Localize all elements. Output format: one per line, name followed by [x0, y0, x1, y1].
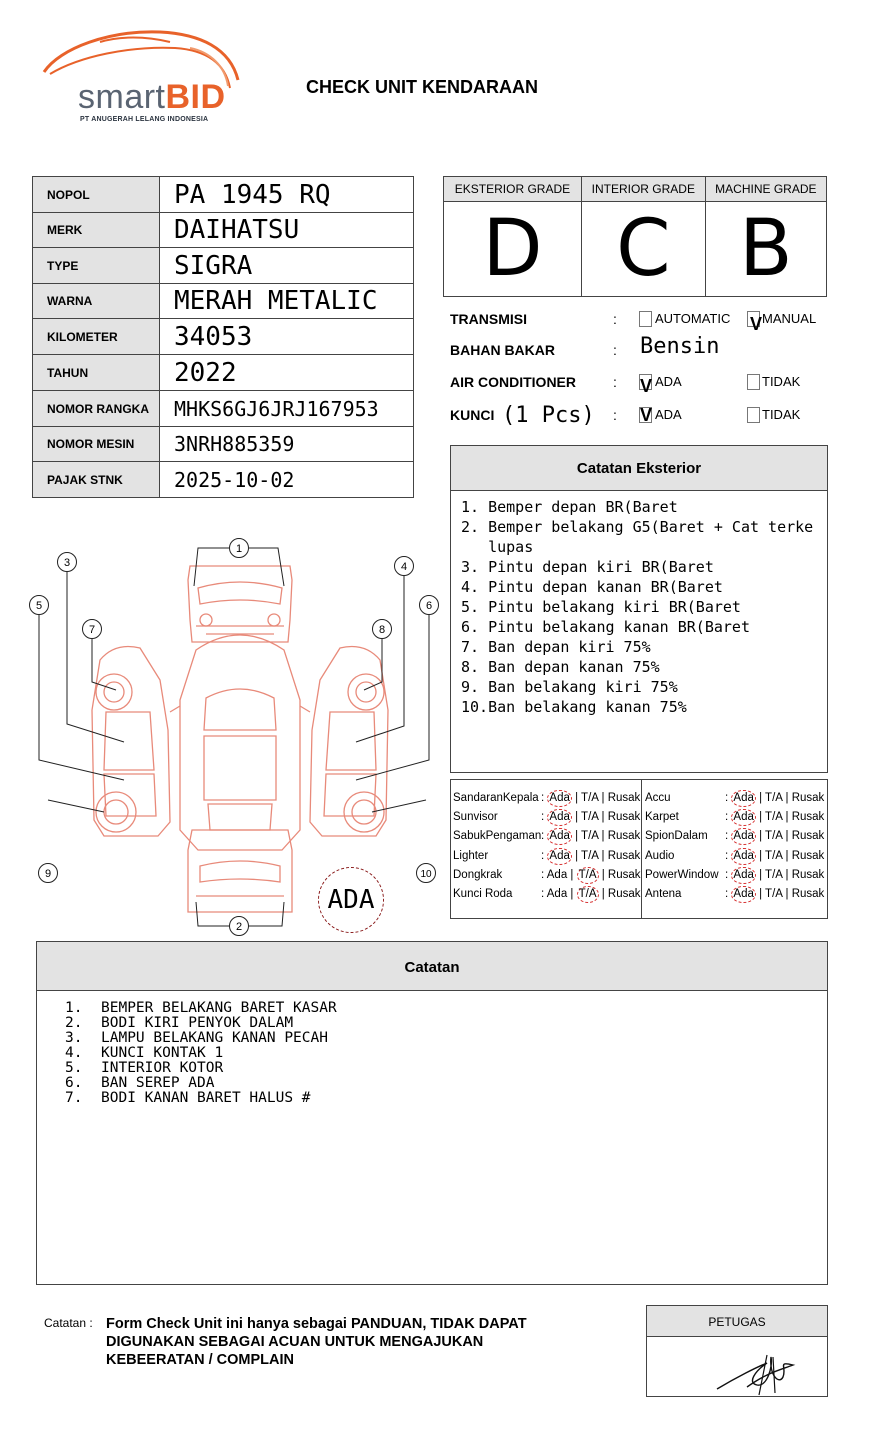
accessory-row — [645, 790, 824, 807]
accessory-row — [645, 867, 824, 884]
accessory-separator: : — [725, 888, 729, 900]
vehicle-field-label: WARNA — [33, 284, 160, 319]
option-divider: | — [571, 792, 582, 804]
option-divider: | — [755, 830, 766, 843]
accessory-separator: : — [541, 888, 545, 900]
note-item — [65, 1046, 827, 1061]
accessory-option: Ada — [546, 888, 568, 900]
notes-list — [65, 1001, 827, 1106]
option-divider: | — [598, 792, 608, 804]
ac-tidak-checkbox[interactable] — [747, 374, 760, 390]
ac-label: AIR CONDITIONER — [450, 374, 576, 390]
callout-number: 1 — [235, 543, 243, 555]
accessory-option: Ada — [731, 809, 755, 826]
callout-number: 7 — [88, 624, 96, 636]
option-divider: | — [755, 811, 766, 824]
exterior-note-item: 8. Ban depan kanan 75% — [461, 658, 660, 676]
option-divider: | — [598, 849, 608, 862]
accessory-row — [645, 828, 824, 845]
accessory-name: SandaranKepala — [453, 792, 539, 804]
accessory-option: T/A — [765, 849, 783, 862]
grade-table — [443, 176, 827, 297]
accessory-option: Ada — [547, 809, 571, 826]
option-divider: | — [782, 868, 792, 881]
grade-value-machine: B — [705, 202, 826, 297]
logo-subtitle: PT ANUGERAH LELANG INDONESIA — [80, 116, 209, 123]
option-divider: | — [567, 888, 577, 900]
note-number: 3. — [65, 1030, 83, 1046]
note-text: BAN SEREP ADA — [101, 1075, 215, 1091]
accessory-separator: : — [725, 792, 729, 804]
kunci-label: KUNCI — [450, 407, 495, 423]
option-divider: | — [571, 849, 582, 862]
ac-ada-label: ADA — [655, 374, 682, 389]
transmisi-label: TRANSMISI — [450, 311, 527, 327]
option-divider: | — [567, 868, 577, 881]
ac-tidak-label: TIDAK — [762, 374, 801, 389]
accessory-name: Kunci Roda — [453, 888, 513, 900]
accessory-option: Rusak — [607, 811, 641, 824]
vehicle-info-row — [33, 355, 414, 391]
vehicle-field-label: MERK — [33, 213, 160, 248]
accessory-separator: : — [541, 830, 545, 843]
option-divider: | — [598, 888, 608, 900]
option-divider: | — [571, 830, 582, 843]
option-divider: | — [755, 849, 766, 862]
accessory-option: Ada — [731, 867, 755, 884]
accessory-option: Rusak — [607, 849, 641, 862]
accessory-option: Ada — [547, 848, 571, 865]
manual-label: MANUAL — [762, 311, 817, 326]
accessory-option: T/A — [765, 792, 783, 804]
footer-label: Catatan : — [44, 1316, 93, 1330]
colon: : — [613, 311, 617, 327]
exterior-notes-panel — [450, 445, 828, 773]
accessory-name: SpionDalam — [645, 830, 708, 843]
automatic-checkbox[interactable] — [639, 311, 652, 327]
option-divider: | — [755, 868, 766, 881]
accessory-row — [453, 867, 641, 884]
automatic-label: AUTOMATIC — [655, 311, 731, 326]
accessory-separator: : — [725, 849, 729, 862]
accessory-row — [645, 848, 824, 865]
accessory-option: Rusak — [607, 868, 641, 881]
car-outline-drawing — [92, 566, 388, 912]
logo-wordmark: smartBID — [78, 78, 226, 116]
callout-number: 10 — [420, 869, 432, 880]
callout-lines — [39, 548, 429, 926]
vehicle-info-row — [33, 248, 414, 284]
vehicle-info-row — [33, 462, 414, 498]
vehicle-field-label: TAHUN — [33, 355, 160, 391]
option-divider: | — [782, 792, 792, 804]
accessory-option: Rusak — [607, 888, 641, 900]
accessory-name: Karpet — [645, 811, 679, 824]
note-text: BODI KANAN BARET HALUS # — [101, 1090, 311, 1106]
note-number: 6. — [65, 1075, 83, 1091]
accessory-name: PowerWindow — [645, 868, 719, 881]
accessory-option: Rusak — [791, 792, 825, 804]
grade-value-exterior: D — [444, 202, 582, 297]
note-number: 2. — [65, 1015, 83, 1031]
vehicle-info-row — [33, 213, 414, 248]
option-divider: | — [571, 811, 582, 824]
accessory-option: Rusak — [607, 792, 641, 804]
exterior-note-item: 9. Ban belakang kiri 75% — [461, 678, 678, 696]
grade-label-exterior: EKSTERIOR GRADE — [444, 177, 582, 202]
accessory-row — [453, 848, 640, 865]
note-item — [65, 1001, 827, 1016]
manual-check-mark: V — [750, 314, 763, 334]
accessory-name: Antena — [645, 888, 682, 900]
note-number: 7. — [65, 1090, 83, 1106]
vehicle-field-label: NOMOR RANGKA — [33, 391, 160, 427]
accessory-option: T/A — [765, 830, 783, 843]
colon: : — [613, 342, 617, 358]
accessory-option: T/A — [581, 849, 599, 862]
accessory-option: Rusak — [791, 868, 825, 881]
vehicle-field-value: 2025-10-02 — [160, 462, 414, 498]
accessory-separator: : — [725, 811, 729, 824]
grade-label-machine: MACHINE GRADE — [705, 177, 826, 202]
callout-number: 4 — [400, 561, 408, 573]
accessory-separator: : — [541, 792, 545, 804]
exterior-note-item: 1. Bemper depan BR(Baret — [461, 498, 678, 516]
kunci-tidak-checkbox[interactable] — [747, 407, 760, 423]
note-number: 4. — [65, 1045, 83, 1061]
kunci-tidak-label: TIDAK — [762, 407, 801, 422]
accessory-row — [453, 790, 640, 807]
accessory-separator: : — [541, 868, 545, 881]
accessories-table — [450, 779, 828, 919]
accessory-separator: : — [541, 849, 545, 862]
accessory-option: Rusak — [607, 830, 641, 843]
note-text: INTERIOR KOTOR — [101, 1060, 224, 1076]
callout-number: 8 — [378, 624, 386, 636]
kunci-count: (1 Pcs) — [502, 403, 595, 428]
note-text: LAMPU BELAKANG KANAN PECAH — [101, 1030, 328, 1046]
vehicle-info-row — [33, 319, 414, 355]
accessory-separator: : — [725, 868, 729, 881]
vehicle-info-row — [33, 427, 414, 462]
note-item — [65, 1061, 827, 1076]
option-divider: | — [755, 792, 766, 804]
vehicle-info-table — [32, 176, 414, 498]
accessory-name: Audio — [645, 849, 675, 862]
callout-number: 6 — [425, 600, 433, 612]
petugas-label: PETUGAS — [647, 1306, 827, 1337]
note-item — [65, 1016, 827, 1031]
vehicle-field-label: PAJAK STNK — [33, 462, 160, 498]
exterior-note-item: 7. Ban depan kiri 75% — [461, 638, 651, 656]
note-item — [65, 1076, 827, 1091]
colon: : — [613, 407, 617, 423]
note-number: 5. — [65, 1060, 83, 1076]
vehicle-info-row — [33, 391, 414, 427]
accessory-option: Ada — [731, 790, 755, 807]
kunci-ada-label: ADA — [655, 407, 682, 422]
option-divider: | — [782, 830, 792, 843]
vehicle-field-value: PA 1945 RQ — [160, 177, 414, 213]
option-divider: | — [782, 849, 792, 862]
option-divider: | — [782, 811, 792, 824]
vehicle-field-label: NOMOR MESIN — [33, 427, 160, 462]
note-item — [65, 1091, 827, 1106]
exterior-notes-list — [461, 497, 827, 717]
accessory-option: Ada — [731, 828, 755, 845]
vehicle-field-value: 3NRH885359 — [160, 427, 414, 462]
notes-panel — [36, 941, 828, 1285]
ac-check-mark: V — [640, 376, 653, 396]
vehicle-field-label: TYPE — [33, 248, 160, 284]
footer-disclaimer: Form Check Unit ini hanya sebagai PANDUAN, TIDAK DAPAT DIGUNAKAN SEBAGAI ACUAN UNTUK MENGAJUKAN KEBEERATAN / COMPLAIN — [106, 1316, 527, 1368]
callout-number: 3 — [63, 557, 71, 569]
callout-number: 2 — [235, 921, 243, 933]
colon: : — [613, 374, 617, 390]
accessory-name: Sunvisor — [453, 811, 498, 824]
accessory-option: T/A — [765, 811, 783, 824]
bahan-bakar-label: BAHAN BAKAR — [450, 342, 555, 358]
accessory-option: Rusak — [791, 811, 825, 824]
vehicle-info-row — [33, 177, 414, 213]
note-number: 1. — [65, 1000, 83, 1016]
accessory-name: Lighter — [453, 849, 489, 862]
accessory-option: Rusak — [791, 830, 825, 843]
note-text: BEMPER BELAKANG BARET KASAR — [101, 1000, 337, 1016]
accessory-option: T/A — [581, 811, 599, 824]
signature-box — [646, 1305, 828, 1397]
accessory-option: Rusak — [791, 849, 825, 862]
spare-tire-status: ADA — [318, 867, 384, 933]
exterior-note-item: 3. Pintu depan kiri BR(Baret — [461, 558, 714, 576]
accessory-option: T/A — [765, 888, 783, 900]
vehicle-field-value: MHKS6GJ6JRJ167953 — [160, 391, 414, 427]
accessory-option: T/A — [765, 868, 783, 881]
option-divider: | — [598, 868, 608, 881]
accessory-row — [453, 828, 640, 845]
note-item — [65, 1031, 827, 1046]
vehicle-field-value: MERAH METALIC — [160, 284, 414, 319]
option-divider: | — [598, 830, 608, 843]
exterior-note-item: 4. Pintu depan kanan BR(Baret — [461, 578, 723, 596]
accessory-option: T/A — [581, 792, 599, 804]
exterior-note-item: 10.Ban belakang kanan 75% — [461, 698, 687, 716]
column-divider — [641, 780, 642, 918]
vehicle-field-value: 2022 — [160, 355, 414, 391]
vehicle-field-value: 34053 — [160, 319, 414, 355]
exterior-note-item: lupas — [461, 538, 534, 556]
exterior-note-item: 2. Bemper belakang G5(Baret + Cat terke — [461, 518, 814, 536]
option-divider: | — [598, 811, 608, 824]
vehicle-field-label: NOPOL — [33, 177, 160, 213]
exterior-notes-title: Catatan Eksterior — [451, 446, 827, 491]
accessory-row — [453, 809, 640, 826]
vehicle-field-value: DAIHATSU — [160, 213, 414, 248]
accessory-separator: : — [725, 830, 729, 843]
page-title: CHECK UNIT KENDARAAN — [306, 77, 538, 97]
accessory-option: Ada — [547, 828, 571, 845]
vehicle-field-label: KILOMETER — [33, 319, 160, 355]
accessory-option: T/A — [577, 886, 599, 903]
accessory-option: T/A — [581, 830, 599, 843]
grade-value-interior: C — [581, 202, 705, 297]
accessory-name: Accu — [645, 792, 671, 804]
accessory-option: Ada — [731, 886, 755, 903]
kunci-check-mark: V — [640, 405, 653, 425]
exterior-note-item: 6. Pintu belakang kanan BR(Baret — [461, 618, 750, 636]
signature-drawing — [647, 1337, 827, 1397]
exterior-note-item: 5. Pintu belakang kiri BR(Baret — [461, 598, 741, 616]
accessory-name: Dongkrak — [453, 868, 503, 881]
car-damage-diagram — [20, 530, 440, 940]
accessory-option: Ada — [547, 790, 571, 807]
vehicle-field-value: SIGRA — [160, 248, 414, 284]
accessory-row — [645, 809, 824, 826]
note-text: KUNCI KONTAK 1 — [101, 1045, 224, 1061]
callout-markers — [30, 539, 439, 936]
accessory-option: T/A — [577, 867, 599, 884]
accessory-row — [453, 886, 641, 903]
option-divider: | — [755, 888, 766, 900]
notes-title: Catatan — [37, 942, 827, 991]
bahan-bakar-value: Bensin — [640, 334, 720, 359]
accessory-name: SabukPengaman — [453, 830, 542, 843]
accessory-separator: : — [541, 811, 545, 824]
accessory-option: Ada — [731, 848, 755, 865]
accessory-row — [645, 886, 824, 903]
grade-label-interior: INTERIOR GRADE — [581, 177, 705, 202]
option-divider: | — [782, 888, 792, 900]
vehicle-info-row — [33, 284, 414, 319]
accessory-option: Ada — [546, 868, 568, 881]
note-text: BODI KIRI PENYOK DALAM — [101, 1015, 294, 1031]
callout-number: 9 — [44, 868, 52, 880]
accessory-option: Rusak — [791, 888, 825, 900]
callout-number: 5 — [35, 600, 43, 612]
